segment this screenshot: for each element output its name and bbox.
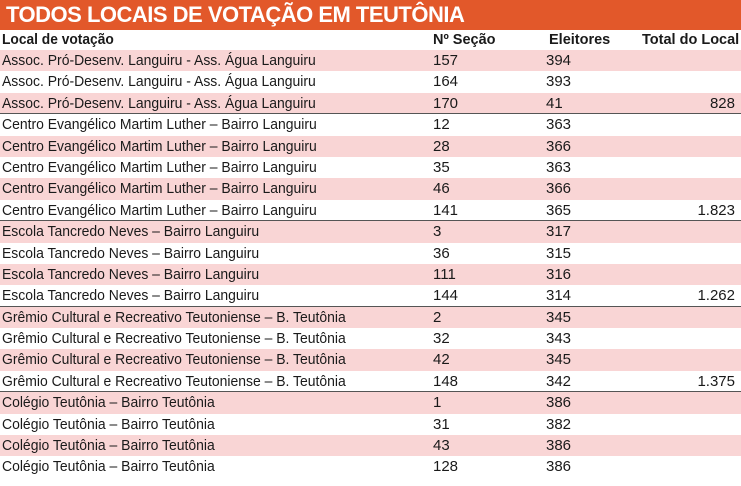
cell-secao: 2 [433, 308, 442, 326]
cell-secao: 157 [433, 52, 459, 69]
cell-secao: 28 [433, 137, 450, 155]
cell-eleitores: 345 [546, 308, 572, 326]
cell-total [642, 307, 739, 328]
cell-local: Grêmio Cultural e Recreativo Teutoniense – B. Teutônia [2, 372, 346, 390]
header-total: Total do Local [642, 32, 740, 48]
cell-eleitores: 382 [546, 415, 572, 433]
table-row [0, 157, 741, 178]
cell-secao: 35 [433, 158, 450, 176]
table-row [0, 178, 741, 199]
table-row [0, 136, 741, 157]
cell-secao: 32 [433, 330, 450, 348]
cell-eleitores: 393 [546, 73, 572, 91]
cell-secao: 1 [433, 394, 442, 412]
cell-secao: 144 [433, 287, 459, 305]
header-secao: Nº Seção [433, 32, 496, 48]
cell-eleitores: 316 [546, 265, 572, 283]
table-row [0, 200, 741, 221]
cell-total [642, 114, 739, 135]
cell-eleitores: 343 [546, 330, 572, 348]
header-eleitores: Eleitores [549, 32, 611, 48]
cell-secao: 3 [433, 223, 442, 241]
cell-local: Escola Tancredo Neves – Bairro Languiru [2, 287, 260, 305]
cell-secao: 170 [433, 94, 459, 112]
table-title-banner [0, 0, 741, 30]
cell-local: Assoc. Pró-Desenv. Languiru - Ass. Água Languiru [2, 52, 316, 69]
cell-total: 1.823 [697, 201, 735, 219]
cell-total [642, 243, 739, 264]
table-row [0, 371, 741, 392]
cell-total [642, 392, 739, 413]
cell-local: Centro Evangélico Martim Luther – Bairro Languiru [2, 137, 317, 155]
table-row [0, 71, 741, 92]
cell-eleitores: 366 [546, 180, 572, 198]
cell-eleitores: 314 [546, 287, 572, 305]
table-row [0, 50, 741, 71]
cell-total [642, 349, 739, 370]
header-local: Local de votação [2, 32, 114, 48]
table-row [0, 414, 741, 435]
table-row [0, 93, 741, 114]
cell-total [642, 414, 739, 435]
cell-eleitores: 386 [546, 458, 572, 476]
table-header-row [0, 30, 741, 50]
cell-eleitores: 394 [546, 52, 572, 69]
cell-total: 1.375 [697, 372, 735, 390]
cell-secao: 46 [433, 180, 450, 198]
cell-eleitores: 342 [546, 372, 572, 390]
cell-local: Grêmio Cultural e Recreativo Teutoniense – B. Teutônia [2, 351, 346, 369]
cell-local: Centro Evangélico Martim Luther – Bairro Languiru [2, 158, 317, 176]
table-row [0, 243, 741, 264]
table-row [0, 328, 741, 349]
cell-eleitores: 315 [546, 244, 572, 262]
cell-total [642, 157, 739, 178]
cell-total [642, 221, 739, 242]
cell-total [642, 264, 739, 285]
table-row [0, 307, 741, 328]
cell-total: 1.262 [697, 287, 735, 305]
cell-local: Centro Evangélico Martim Luther – Bairro Languiru [2, 201, 317, 219]
cell-eleitores: 317 [546, 223, 572, 241]
cell-secao: 141 [433, 201, 459, 219]
cell-secao: 43 [433, 437, 450, 455]
cell-local: Centro Evangélico Martim Luther – Bairro Languiru [2, 116, 317, 134]
cell-secao: 42 [433, 351, 450, 369]
cell-secao: 12 [433, 116, 450, 134]
table-row [0, 264, 741, 285]
table-title: TODOS LOCAIS DE VOTAÇÃO EM TEUTÔNIA [6, 2, 465, 27]
cell-local: Escola Tancredo Neves – Bairro Languiru [2, 265, 260, 283]
cell-eleitores: 366 [546, 137, 572, 155]
cell-eleitores: 363 [546, 158, 572, 176]
table-row [0, 392, 741, 413]
cell-local: Escola Tancredo Neves – Bairro Languiru [2, 244, 260, 262]
voting-locations-table [0, 30, 741, 478]
cell-secao: 111 [433, 265, 456, 283]
cell-local: Assoc. Pró-Desenv. Languiru - Ass. Água Languiru [2, 73, 316, 91]
cell-total [642, 456, 739, 477]
cell-total [642, 136, 739, 157]
table-row [0, 349, 741, 370]
cell-local: Grêmio Cultural e Recreativo Teutoniense – B. Teutônia [2, 308, 346, 326]
table-body [0, 50, 741, 478]
cell-eleitores: 386 [546, 394, 572, 412]
cell-local: Centro Evangélico Martim Luther – Bairro Languiru [2, 180, 317, 198]
cell-local: Escola Tancredo Neves – Bairro Languiru [2, 223, 260, 241]
cell-secao: 36 [433, 244, 450, 262]
cell-local: Colégio Teutônia – Bairro Teutônia [2, 394, 215, 412]
cell-local: Colégio Teutônia – Bairro Teutônia [2, 415, 215, 433]
cell-eleitores: 345 [546, 351, 572, 369]
cell-total [642, 328, 739, 349]
cell-total [642, 71, 739, 92]
cell-total [642, 435, 739, 456]
cell-secao: 128 [433, 458, 459, 476]
table-row [0, 114, 741, 135]
cell-local: Colégio Teutônia – Bairro Teutônia [2, 458, 215, 476]
cell-secao: 148 [433, 372, 459, 390]
cell-total [642, 50, 739, 71]
cell-local: Grêmio Cultural e Recreativo Teutoniense – B. Teutônia [2, 330, 346, 348]
cell-local: Colégio Teutônia – Bairro Teutônia [2, 437, 215, 455]
table-row [0, 456, 741, 477]
cell-total [642, 178, 739, 199]
table-row [0, 285, 741, 306]
cell-local: Assoc. Pró-Desenv. Languiru - Ass. Água Languiru [2, 94, 316, 112]
table-row [0, 221, 741, 242]
cell-eleitores: 41 [546, 94, 563, 112]
table-row [0, 435, 741, 456]
cell-total: 828 [709, 94, 735, 112]
cell-eleitores: 386 [546, 437, 572, 455]
cell-secao: 31 [433, 415, 450, 433]
cell-secao: 164 [433, 73, 459, 91]
cell-eleitores: 365 [546, 201, 572, 219]
cell-eleitores: 363 [546, 116, 572, 134]
